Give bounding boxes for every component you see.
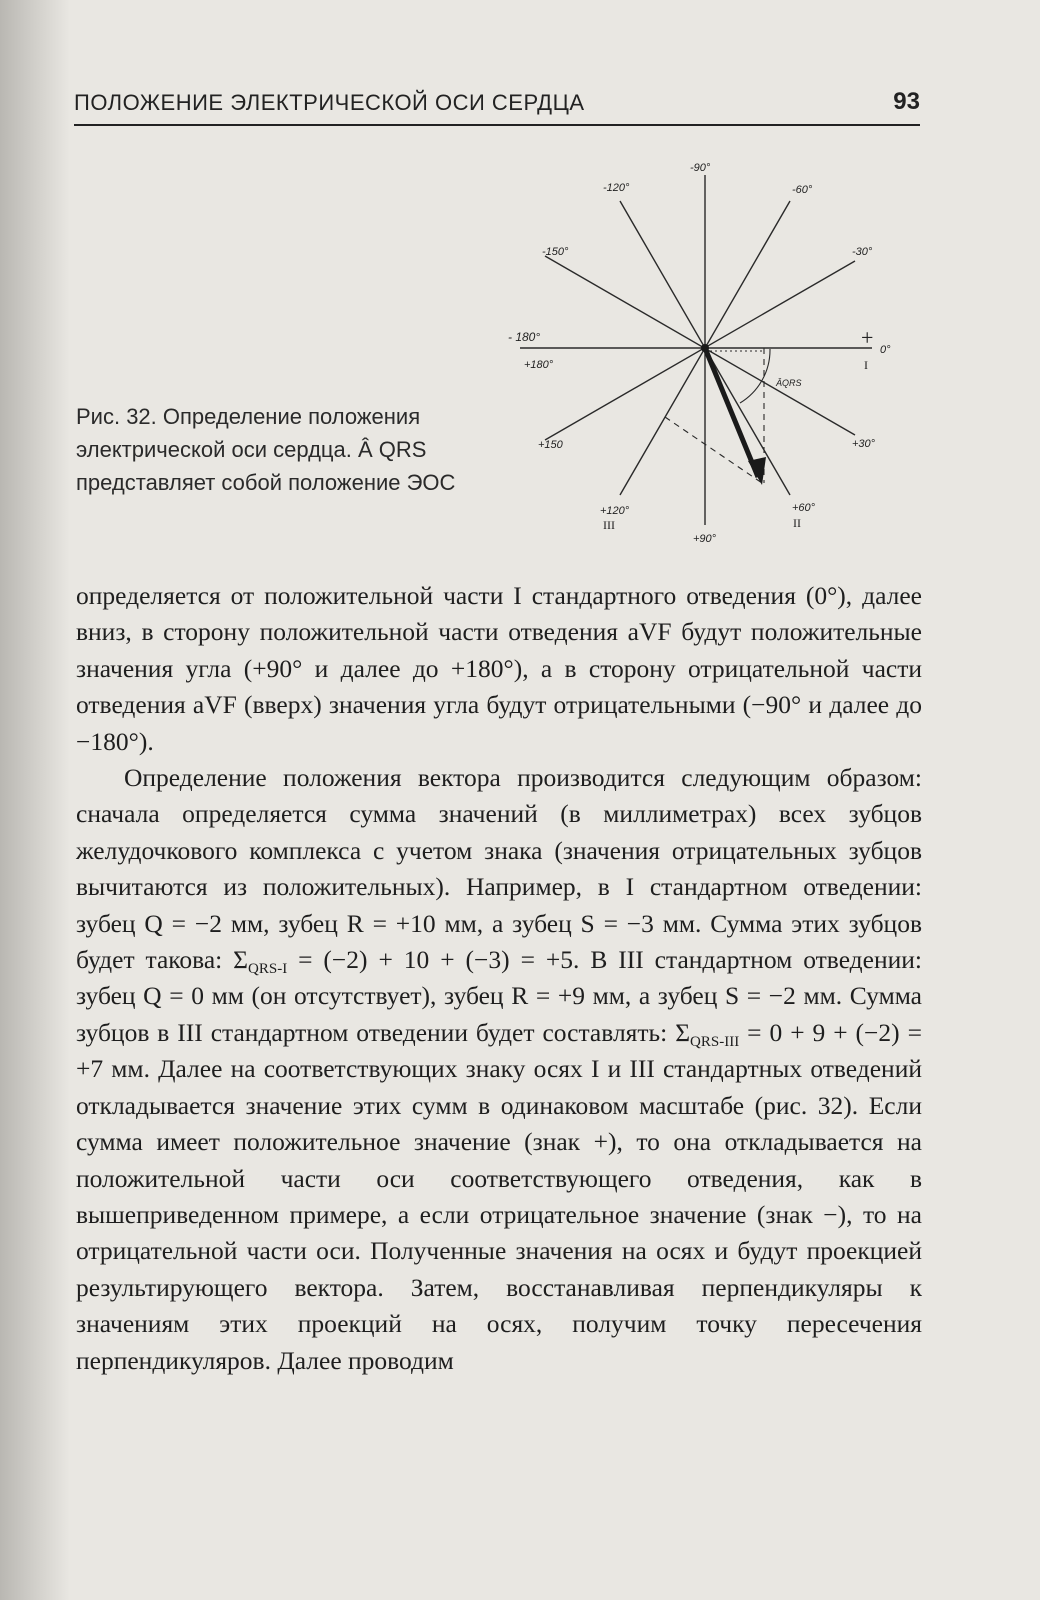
label-lead-III: III [603,518,615,532]
running-title: ПОЛОЖЕНИЕ ЭЛЕКТРИЧЕСКОЙ ОСИ СЕРДЦА [74,90,585,115]
hexaxial-diagram [500,155,920,555]
paragraph-1: определяется от положительной части I стандартного отведения (0°), далее вниз, в сторону положительной части отведения aVF будут положительные значения угла (+90° и далее до +180°), а в сторону отрицательной части отведения aVF (вверх) значения угла будут отрицательными (−90° и далее до −180°). [76,581,922,756]
angle-arc [740,349,770,403]
label-m60: -60° [792,184,813,196]
label-m120: -120° [603,182,630,194]
label-m150: -150° [542,246,569,258]
label-lead-II: II [793,516,801,530]
label-aqrs: ÂQRS [776,378,802,388]
label-p60: +60° [792,502,816,514]
page-number: 93 [893,88,920,115]
label-p30: +30° [852,438,876,450]
label-p90: +90° [693,533,717,545]
label-m90: -90° [690,162,711,174]
label-m180: - 180° [508,330,541,344]
label-p120: +120° [600,505,630,517]
axis-m30 [545,261,855,440]
label-p180: +180° [524,359,554,371]
label-zero: 0° [880,344,891,356]
label-lead-I: I [864,358,868,372]
plus-sign: + [861,325,874,350]
resultant-vector [705,348,766,485]
page-gutter-shadow [0,0,70,1600]
axis-30 [545,256,855,435]
paragraph-2: Определение положения вектора производится следующим образом: сначала определяется сумма значений (в миллиметрах) всех зубцов желудочкового комплекса с учетом знака (значения отрицательных зубцов вычитаются из положительных). Например, в I стандартном отведении: зубец Q = −2 мм, зубец R = +10 мм, а зубец S = −3 мм. Сумма этих зубцов будет такова: $\Sigma_{QRS-I} = (-2) + 10 + (-3) = +5$. В III стандартном отведении: зубец Q = 0 мм (он отсутствует), зубец R = +9 мм, а зубец S = −2 мм. Сумма зубцов в III стандартном отведении будет составлять: $\Sigma_{QRS-III} = 0 + 9 + (-2) = +7$ мм. Далее на соответствующих знаку осях I и III стандартных отведений откладывается значение этих сумм в одинаковом масштабе (рис. 32). Если сумма имеет положительное значение (знак +), то она откладывается на положительной части оси соответствующего отведения, как в вышеприведенном примере, а если отрицательное значение (знак −), то на отрицательной части оси. Полученные значения на осях и будут проекцией результирующего вектора. Затем, восстанавливая перпендикуляры к значениям этих проекций на осях, получим точку пересечения перпендикуляров. Далее проводим [76,763,922,1375]
label-p150: +150 [538,439,563,451]
figure-caption: Рис. 32. Определение положения электрической оси сердца. Â QRS представляет собой положение ЭОС [76,404,456,495]
body-text [76,578,922,1379]
page-header [74,88,920,126]
origin-point [701,344,709,352]
label-m30: -30° [852,246,873,258]
